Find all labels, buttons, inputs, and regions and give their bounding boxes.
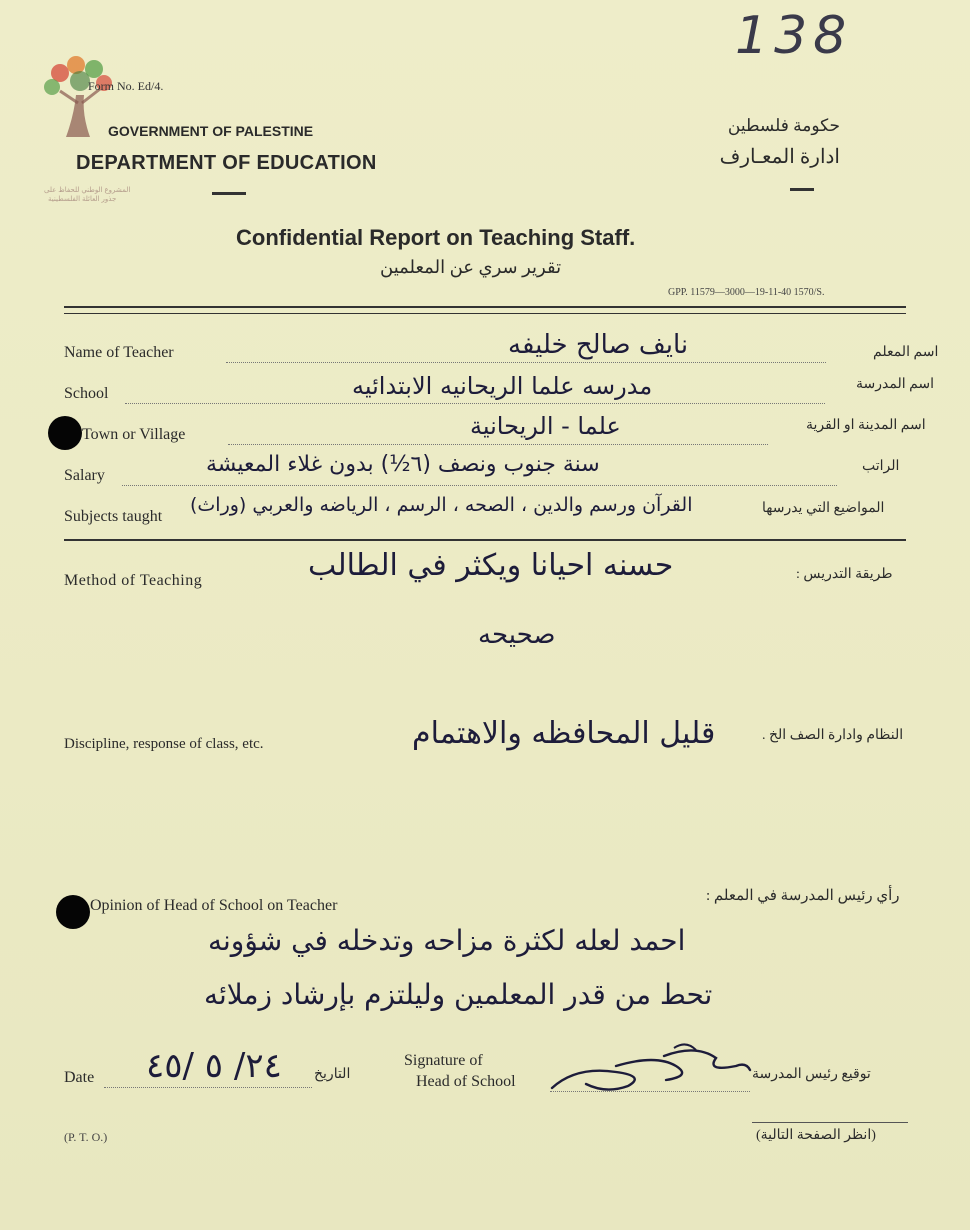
date-value: ٢٤/ ٥ /٤٥ <box>146 1046 282 1086</box>
date-label: Date <box>64 1069 95 1086</box>
discipline-label-arabic: النظام وادارة الصف الخ . <box>762 728 904 743</box>
discipline-value: قليل المحافظه والاهتمام <box>412 716 716 751</box>
pto-label-arabic: (انظر الصفحة التالية) <box>756 1128 876 1143</box>
header-left-rule <box>212 192 246 195</box>
footer-rule <box>752 1122 908 1123</box>
top-double-rule-b <box>64 313 906 314</box>
signature-label-line1: Signature of <box>404 1052 483 1069</box>
watermark-text-1: المشروع الوطني للحفاظ على <box>44 187 131 194</box>
town-label-arabic: اسم المدينة او القرية <box>806 418 926 433</box>
header-right-rule <box>790 188 814 191</box>
page-number: 138 <box>735 6 853 66</box>
department-title-arabic: ادارة المعـارف <box>719 146 840 168</box>
town-value: علما - الريحانية <box>470 412 621 440</box>
opinion-label: Opinion of Head of School on Teacher <box>90 897 338 914</box>
subjects-value: القرآن ورسم والدين ، الصحه ، الرسم ، الرياضه والعربي (وراث) <box>190 494 693 516</box>
school-dots <box>125 403 825 404</box>
method-label: Method of Teaching <box>64 572 203 589</box>
fields-bottom-rule <box>64 539 906 541</box>
watermark-text-2: جذور العائلة الفلسطينية <box>48 196 117 203</box>
signature-label-arabic: توقيع رئيس المدرسة <box>752 1067 871 1082</box>
government-title-arabic: حكومة فلسطين <box>727 116 840 135</box>
town-dots <box>228 444 768 445</box>
teacher-name-label: Name of Teacher <box>64 344 174 361</box>
salary-value: سنة جنوب ونصف (٦½) بدون غلاء المعيشة <box>206 452 600 477</box>
date-dots <box>104 1087 312 1088</box>
punch-hole-top <box>48 416 82 450</box>
opinion-label-arabic: رأي رئيس المدرسة في المعلم : <box>706 888 900 904</box>
teacher-name-dots <box>226 362 826 363</box>
school-value: مدرسه علما الريحانيه الابتدائيه <box>352 372 653 400</box>
department-title: DEPARTMENT OF EDUCATION <box>76 152 377 174</box>
opinion-value-line1: احمد لعله لكثرة مزاحه وتدخله في شؤونه <box>208 924 686 957</box>
salary-label-arabic: الراتب <box>862 459 900 474</box>
teacher-name-label-arabic: اسم المعلم <box>873 345 939 360</box>
head-signature <box>546 1036 756 1098</box>
punch-hole-bottom <box>56 895 90 929</box>
method-value-line1: حسنه احيانا ويكثر في الطالب <box>308 548 674 583</box>
discipline-label: Discipline, response of class, etc. <box>64 736 264 752</box>
subjects-label-arabic: المواضيع التي يدرسها <box>762 501 885 516</box>
signature-label-line2: Head of School <box>416 1073 516 1090</box>
salary-label: Salary <box>64 467 105 484</box>
salary-dots <box>122 485 837 486</box>
school-label: School <box>64 385 109 402</box>
date-label-arabic: التاريخ <box>314 1067 351 1082</box>
print-reference: GPP. 11579—3000—19-11-40 1570/S. <box>668 287 825 298</box>
report-title-arabic: تقرير سري عن المعلمين <box>380 257 562 277</box>
method-label-arabic: طريقة التدريس : <box>796 567 893 582</box>
school-label-arabic: اسم المدرسة <box>856 377 935 392</box>
opinion-value-line2: تحط من قدر المعلمين وليلتزم بإرشاد زملائه <box>204 978 713 1011</box>
teacher-name-value: نايف صالح خليفه <box>508 330 689 360</box>
town-label: Town or Village <box>82 426 186 443</box>
method-value-line2: صحيحه <box>478 620 556 650</box>
pto-label: (P. T. O.) <box>64 1130 108 1144</box>
tree-logo-watermark <box>40 55 120 155</box>
government-title: GOVERNMENT OF PALESTINE <box>108 123 314 139</box>
report-title: Confidential Report on Teaching Staff. <box>236 225 636 250</box>
form-number: Form No. Ed/4. <box>88 79 164 93</box>
subjects-label: Subjects taught <box>64 508 163 525</box>
top-double-rule-a <box>64 306 906 308</box>
